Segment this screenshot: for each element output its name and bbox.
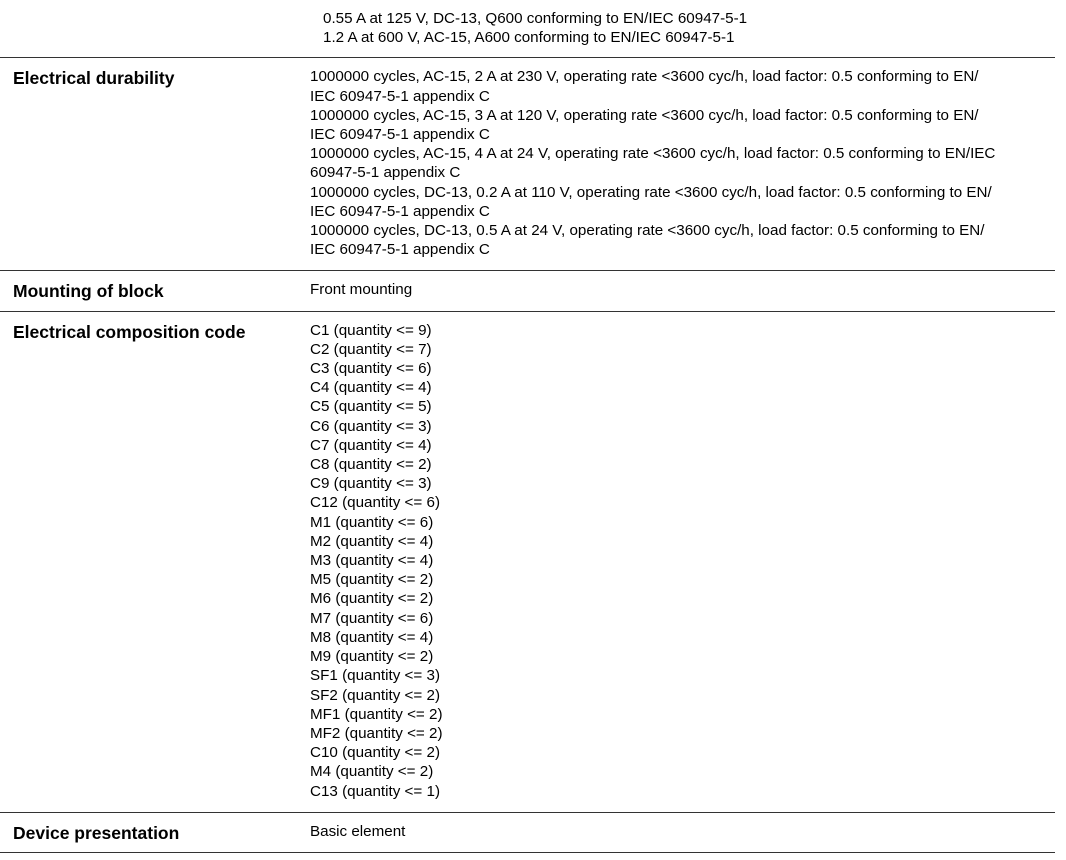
value-line: C4 (quantity <= 4) <box>310 379 432 397</box>
value-line: MF2 (quantity <= 2) <box>310 724 443 742</box>
value-line: C2 (quantity <= 7) <box>310 340 432 358</box>
value-line: C13 (quantity <= 1) <box>310 782 441 800</box>
value-line: 1000000 cycles, AC-15, 3 A at 120 V, operating rate <3600 cyc/h, load factor: 0.5 conforming to EN/ <box>310 106 979 124</box>
spec-label: Mounting of block <box>13 281 164 302</box>
spec-label: Device presentation <box>13 822 180 843</box>
value-line: Front mounting <box>310 281 413 299</box>
spec-label: Electrical composition code <box>13 321 246 342</box>
value-line: C3 (quantity <= 6) <box>310 360 432 378</box>
value-line: 60947-5-1 appendix C <box>310 164 461 182</box>
spec-values <box>310 271 1055 310</box>
value-line: C6 (quantity <= 3) <box>310 417 432 435</box>
value-line: IEC 60947-5-1 appendix C <box>310 126 490 144</box>
value-line: C12 (quantity <= 6) <box>310 494 441 512</box>
value-line: SF2 (quantity <= 2) <box>310 686 441 704</box>
spec-values <box>310 58 1055 270</box>
value-line: IEC 60947-5-1 appendix C <box>310 241 490 259</box>
spec-row-electrical-composition-code <box>0 311 1055 812</box>
spec-row-mounting-of-block <box>0 270 1055 310</box>
value-line: 1000000 cycles, AC-15, 4 A at 24 V, operating rate <3600 cyc/h, load factor: 0.5 conforming to EN/IEC <box>310 145 996 163</box>
value-line: C9 (quantity <= 3) <box>310 475 432 493</box>
value-line: MF1 (quantity <= 2) <box>310 705 443 723</box>
continued-values <box>0 0 1066 57</box>
spec-row-device-presentation <box>0 812 1055 852</box>
value-line: M2 (quantity <= 4) <box>310 532 434 550</box>
value-line: C1 (quantity <= 9) <box>310 321 432 339</box>
value-line: C8 (quantity <= 2) <box>310 456 432 474</box>
value-line: 1.2 A at 600 V, AC-15, A600 conforming to EN/IEC 60947-5-1 <box>323 29 735 47</box>
value-line: 1000000 cycles, DC-13, 0.2 A at 110 V, operating rate <3600 cyc/h, load factor: 0.5 conforming to EN/ <box>310 183 992 201</box>
value-line: 1000000 cycles, AC-15, 2 A at 230 V, operating rate <3600 cyc/h, load factor: 0.5 conforming to EN/ <box>310 68 979 86</box>
value-line: C5 (quantity <= 5) <box>310 398 432 416</box>
value-line: Basic element <box>310 822 406 840</box>
value-line: C10 (quantity <= 2) <box>310 744 441 762</box>
value-line: IEC 60947-5-1 appendix C <box>310 202 490 220</box>
value-line: M8 (quantity <= 4) <box>310 628 434 646</box>
spec-label: Electrical durability <box>13 68 175 89</box>
value-line: C7 (quantity <= 4) <box>310 436 432 454</box>
value-line: M1 (quantity <= 6) <box>310 513 434 531</box>
value-line: SF1 (quantity <= 3) <box>310 667 441 685</box>
value-line: M6 (quantity <= 2) <box>310 590 434 608</box>
spec-values <box>310 312 1055 812</box>
value-line: M4 (quantity <= 2) <box>310 763 434 781</box>
value-line: M7 (quantity <= 6) <box>310 609 434 627</box>
table-bottom-divider <box>0 852 1055 854</box>
value-line: IEC 60947-5-1 appendix C <box>310 87 490 105</box>
value-line: M5 (quantity <= 2) <box>310 571 434 589</box>
spec-values <box>310 813 1055 852</box>
spec-row-electrical-durability <box>0 57 1055 270</box>
value-line: M3 (quantity <= 4) <box>310 552 434 570</box>
value-line: 1000000 cycles, DC-13, 0.5 A at 24 V, operating rate <3600 cyc/h, load factor: 0.5 conforming to EN/ <box>310 222 985 240</box>
value-line: 0.55 A at 125 V, DC-13, Q600 conforming to EN/IEC 60947-5-1 <box>323 10 748 27</box>
value-line: M9 (quantity <= 2) <box>310 648 434 666</box>
